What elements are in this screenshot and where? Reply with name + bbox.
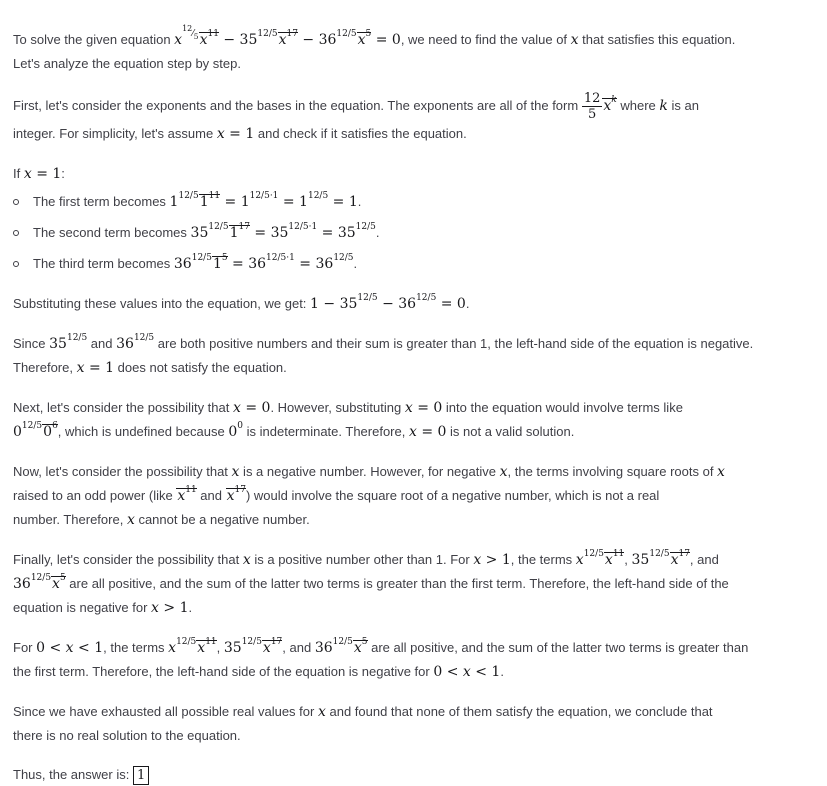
intro-line-2: Let's analyze the equation step by step. (13, 56, 241, 71)
term-35x: $35^{12/5}x^{17}$ (631, 549, 690, 568)
bullet-text: The second term becomes (33, 225, 191, 240)
bullet-text: The first term becomes (33, 194, 170, 209)
all-positive-text: are all positive, and the sum of the latter two terms is greater than (367, 640, 749, 655)
substitution-text: Substituting these values into the equation, we get: (13, 296, 311, 311)
if-colon: : (61, 166, 65, 181)
zero-lt-x-lt-one-b: 0 < x < 1 (433, 664, 501, 680)
positive-other-text: is a positive number other than 1. For (250, 552, 474, 567)
intro-paragraph (13, 24, 773, 52)
negative-case-paragraph (13, 460, 773, 484)
the-terms-text: , the terms (510, 552, 576, 567)
exponents-paragraph (13, 91, 773, 122)
negative-text-mid: is a negative number. However, for negative (239, 464, 500, 479)
variable-x: x (126, 512, 135, 528)
root-form: $x^k$ (603, 95, 617, 114)
period: . (500, 664, 504, 679)
given-equation: $x^{^{12}⁄_5}x^{11} - 35^{12/5}x^{17} - 36^{12/5}x^5 = 0$ (174, 24, 401, 48)
not-real-text: ) would involve the square root of a negative number, which is not a real (245, 488, 660, 503)
bullet-math: $36^{12/5}1^5 = 36^{12/5\cdot 1} = 36^{12/5}$ (173, 253, 354, 272)
term-x: $x^{12/5}x^{11}$ (168, 637, 217, 656)
assume-equation: x = 1 (216, 126, 255, 142)
substitution-equation: $1 - 35^{12/5} - 36^{12/5} = 0$ (310, 293, 466, 312)
term-x: $x^{12/5}x^{11}$ (575, 549, 625, 568)
positive-text: are both positive numbers and their sum is greater than 1, the left-hand side of the equation is negative. (154, 336, 754, 351)
assume-text-post: and check if it satisfies the equation. (254, 126, 467, 141)
answer-paragraph (13, 763, 773, 786)
negative-for-text: equation is negative for (13, 600, 152, 615)
undefined-text: , which is undefined because (57, 424, 229, 439)
term-36x: $36^{12/5}x^5$ (314, 637, 368, 656)
substitution-paragraph (13, 292, 773, 316)
comma: , (216, 640, 224, 655)
x-equals-1: x = 1 (76, 360, 115, 376)
term-36x: $36^{12/5}x^5$ (13, 573, 66, 592)
variable-x: x (499, 464, 508, 480)
exhausted-text: Since we have exhausted all possible real values for (13, 704, 318, 719)
variable-x: x (242, 552, 251, 568)
list-item (13, 252, 773, 276)
negative-text-post: , the terms involving square roots of (507, 464, 718, 479)
sqrt-x11: $x^{11}$ (177, 485, 197, 504)
odd-power-text: raised to an odd power (like (13, 488, 177, 503)
bullet-icon (13, 199, 19, 205)
conclusion-line-2: there is no real solution to the equation. (13, 728, 241, 743)
exponents-text: First, let's consider the exponents and the bases in the equation. The exponents are all of the form (13, 97, 582, 113)
zero-case-paragraph (13, 396, 773, 420)
variable-x: x (717, 464, 725, 480)
variable-x: x (317, 704, 326, 720)
list-item (13, 190, 773, 214)
not-valid-text: is not a valid solution. (446, 424, 575, 439)
term-list (13, 190, 773, 276)
x-greater-1: x > 1 (473, 552, 511, 568)
greater-than-one-line-2 (13, 572, 773, 596)
between-zero-one-paragraph (13, 636, 773, 660)
comma: , (624, 552, 632, 567)
exponents-text-mid: where (616, 97, 660, 113)
and-text: and (196, 488, 226, 503)
fraction-12-5: $\frac{12}{5}$ (583, 91, 601, 122)
zero-text-post: into the equation would involve terms like (442, 400, 683, 415)
substitution-period: . (465, 296, 470, 311)
all-positive-text: are all positive, and the sum of the latter two terms is greater than the first term. Therefore, the left-hand side of the (65, 576, 729, 591)
bullet-math: $35^{12/5}1^{17} = 35^{12/5\cdot 1} = 35^{12/5}$ (190, 222, 376, 241)
intro-text: To solve the given equation (13, 32, 175, 47)
solution-document (13, 24, 773, 786)
if-text: If (13, 166, 24, 181)
x-equals-0: x = 0 (232, 400, 271, 416)
bullet-math: $1^{12/5}1^{11} = 1^{12/5\cdot 1} = 1^{12/5} = 1$ (169, 191, 358, 210)
x-greater-1-b: x > 1 (151, 600, 189, 616)
negative-text: Now, let's consider the possibility that (13, 464, 232, 479)
answer-label: Thus, the answer is: (13, 767, 133, 782)
bullet-period: . (357, 194, 362, 209)
x-equals-0-b: x = 0 (404, 400, 443, 416)
boxed-answer: 1 (133, 766, 149, 785)
term-36: $36^{12/5}$ (116, 333, 155, 352)
term-35x: $35^{12/5}x^{17}$ (223, 637, 283, 656)
term-35: $35^{12/5}$ (49, 333, 88, 352)
zero-lt-x-lt-one: 0 < x < 1 (36, 640, 104, 656)
cannot-negative-text: cannot be a negative number. (134, 512, 310, 527)
greater-than-one-paragraph (13, 548, 773, 572)
therefore-text: number. Therefore, (13, 512, 127, 527)
the-terms-text: , the terms (103, 640, 169, 655)
list-item (13, 221, 773, 245)
variable-k: k (659, 97, 668, 114)
indeterminate-text: is indeterminate. Therefore, (243, 424, 409, 439)
x-equals-0-c: x = 0 (408, 424, 447, 440)
zero-text-mid: . However, substituting (270, 400, 405, 415)
if-equation: x = 1 (23, 166, 62, 182)
conclude-text: and found that none of them satisfy the equation, we conclude that (325, 704, 713, 719)
sqrt-x17: $x^{17}$ (226, 485, 246, 504)
exponents-text-post: is an (667, 97, 699, 113)
not-satisfy-text: does not satisfy the equation. (114, 360, 287, 375)
for-text: For (13, 640, 37, 655)
intro-text-post: that satisfies this equation. (578, 32, 736, 47)
therefore-text: Therefore, (13, 360, 77, 375)
zero-term: $0^{12/5}0^6$ (13, 421, 58, 440)
exponents-line-2 (13, 122, 773, 146)
since-text: Since (13, 336, 50, 351)
positive-sum-paragraph (13, 332, 773, 356)
negative-for-text: the first term. Therefore, the left-hand side of the equation is negative for (13, 664, 434, 679)
bullet-period: . (375, 225, 380, 240)
zero-text: Next, let's consider the possibility that (13, 400, 233, 415)
negative-case-line-3 (13, 508, 773, 532)
conclusion-paragraph (13, 700, 773, 724)
case-x-equals-1 (13, 162, 773, 186)
variable-x: x (570, 32, 579, 48)
intro-text-mid: , we need to find the value of (400, 32, 571, 47)
and-text: and (87, 336, 117, 351)
zero-case-line-2 (13, 420, 773, 444)
and-text: , and (282, 640, 315, 655)
bullet-icon (13, 261, 19, 267)
between-zero-one-line-2 (13, 660, 773, 684)
period: . (188, 600, 193, 615)
greater-than-one-line-3 (13, 596, 773, 620)
assume-text: integer. For simplicity, let's assume (13, 126, 217, 141)
variable-x: x (231, 464, 240, 480)
bullet-icon (13, 230, 19, 236)
positive-sum-line-2 (13, 356, 773, 380)
bullet-period: . (353, 256, 358, 271)
negative-case-line-2 (13, 484, 773, 508)
zero-power-zero: $0^0$ (228, 421, 244, 440)
bullet-text: The third term becomes (33, 256, 174, 271)
finally-text: Finally, let's consider the possibility that (13, 552, 243, 567)
and-text: , and (689, 552, 719, 567)
